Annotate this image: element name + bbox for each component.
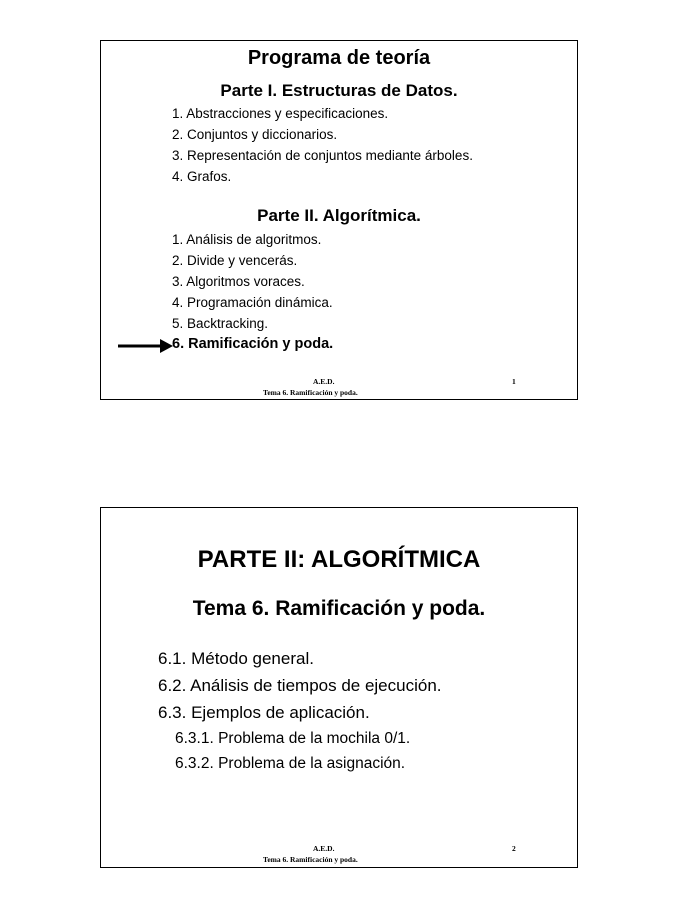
list-item: 1. Abstracciones y especificaciones.	[172, 106, 389, 121]
list-item: 3. Representación de conjuntos mediante árboles.	[172, 148, 473, 163]
slide-2-subtitle: Tema 6. Ramificación y poda.	[192, 597, 486, 620]
footer-topic: Tema 6. Ramificación y poda.	[263, 388, 358, 397]
footer-topic: Tema 6. Ramificación y poda.	[263, 855, 358, 864]
list-item: 1. Análisis de algoritmos.	[172, 232, 322, 247]
list-item: 4. Grafos.	[172, 169, 232, 184]
footer-page-number: 2	[512, 844, 516, 853]
list-item: 6.3.1. Problema de la mochila 0/1.	[175, 730, 411, 747]
footer-course: A.E.D.	[313, 844, 335, 853]
footer-page-number: 1	[512, 377, 516, 386]
list-item: 6.1. Método general.	[158, 649, 314, 668]
list-item: 6.3. Ejemplos de aplicación.	[158, 703, 370, 722]
slide-1-title: Programa de teoría	[247, 47, 431, 69]
slide-2	[100, 507, 578, 868]
part-1-heading: Parte I. Estructuras de Datos.	[220, 81, 458, 100]
footer-course: A.E.D.	[313, 377, 335, 386]
subsection-list	[175, 726, 410, 776]
list-item: 3. Algoritmos voraces.	[172, 274, 305, 289]
arrow-right-icon	[118, 338, 173, 354]
list-item: 2. Divide y vencerás.	[172, 253, 298, 268]
list-item: 2. Conjuntos y diccionarios.	[172, 127, 338, 142]
list-item: 5. Backtracking.	[172, 316, 269, 331]
list-item: 6.3.2. Problema de la asignación.	[175, 755, 406, 772]
list-item: 6.2. Análisis de tiempos de ejecución.	[158, 676, 442, 695]
part-2-heading: Parte II. Algorítmica.	[257, 206, 421, 225]
part-1-list	[172, 103, 473, 187]
list-item: 4. Programación dinámica.	[172, 295, 333, 310]
part-2-list	[172, 229, 333, 355]
slide-2-title: PARTE II: ALGORÍTMICA	[197, 546, 481, 573]
slide-1	[100, 40, 578, 400]
list-item-current: 6. Ramificación y poda.	[172, 336, 334, 352]
section-list	[158, 645, 442, 726]
